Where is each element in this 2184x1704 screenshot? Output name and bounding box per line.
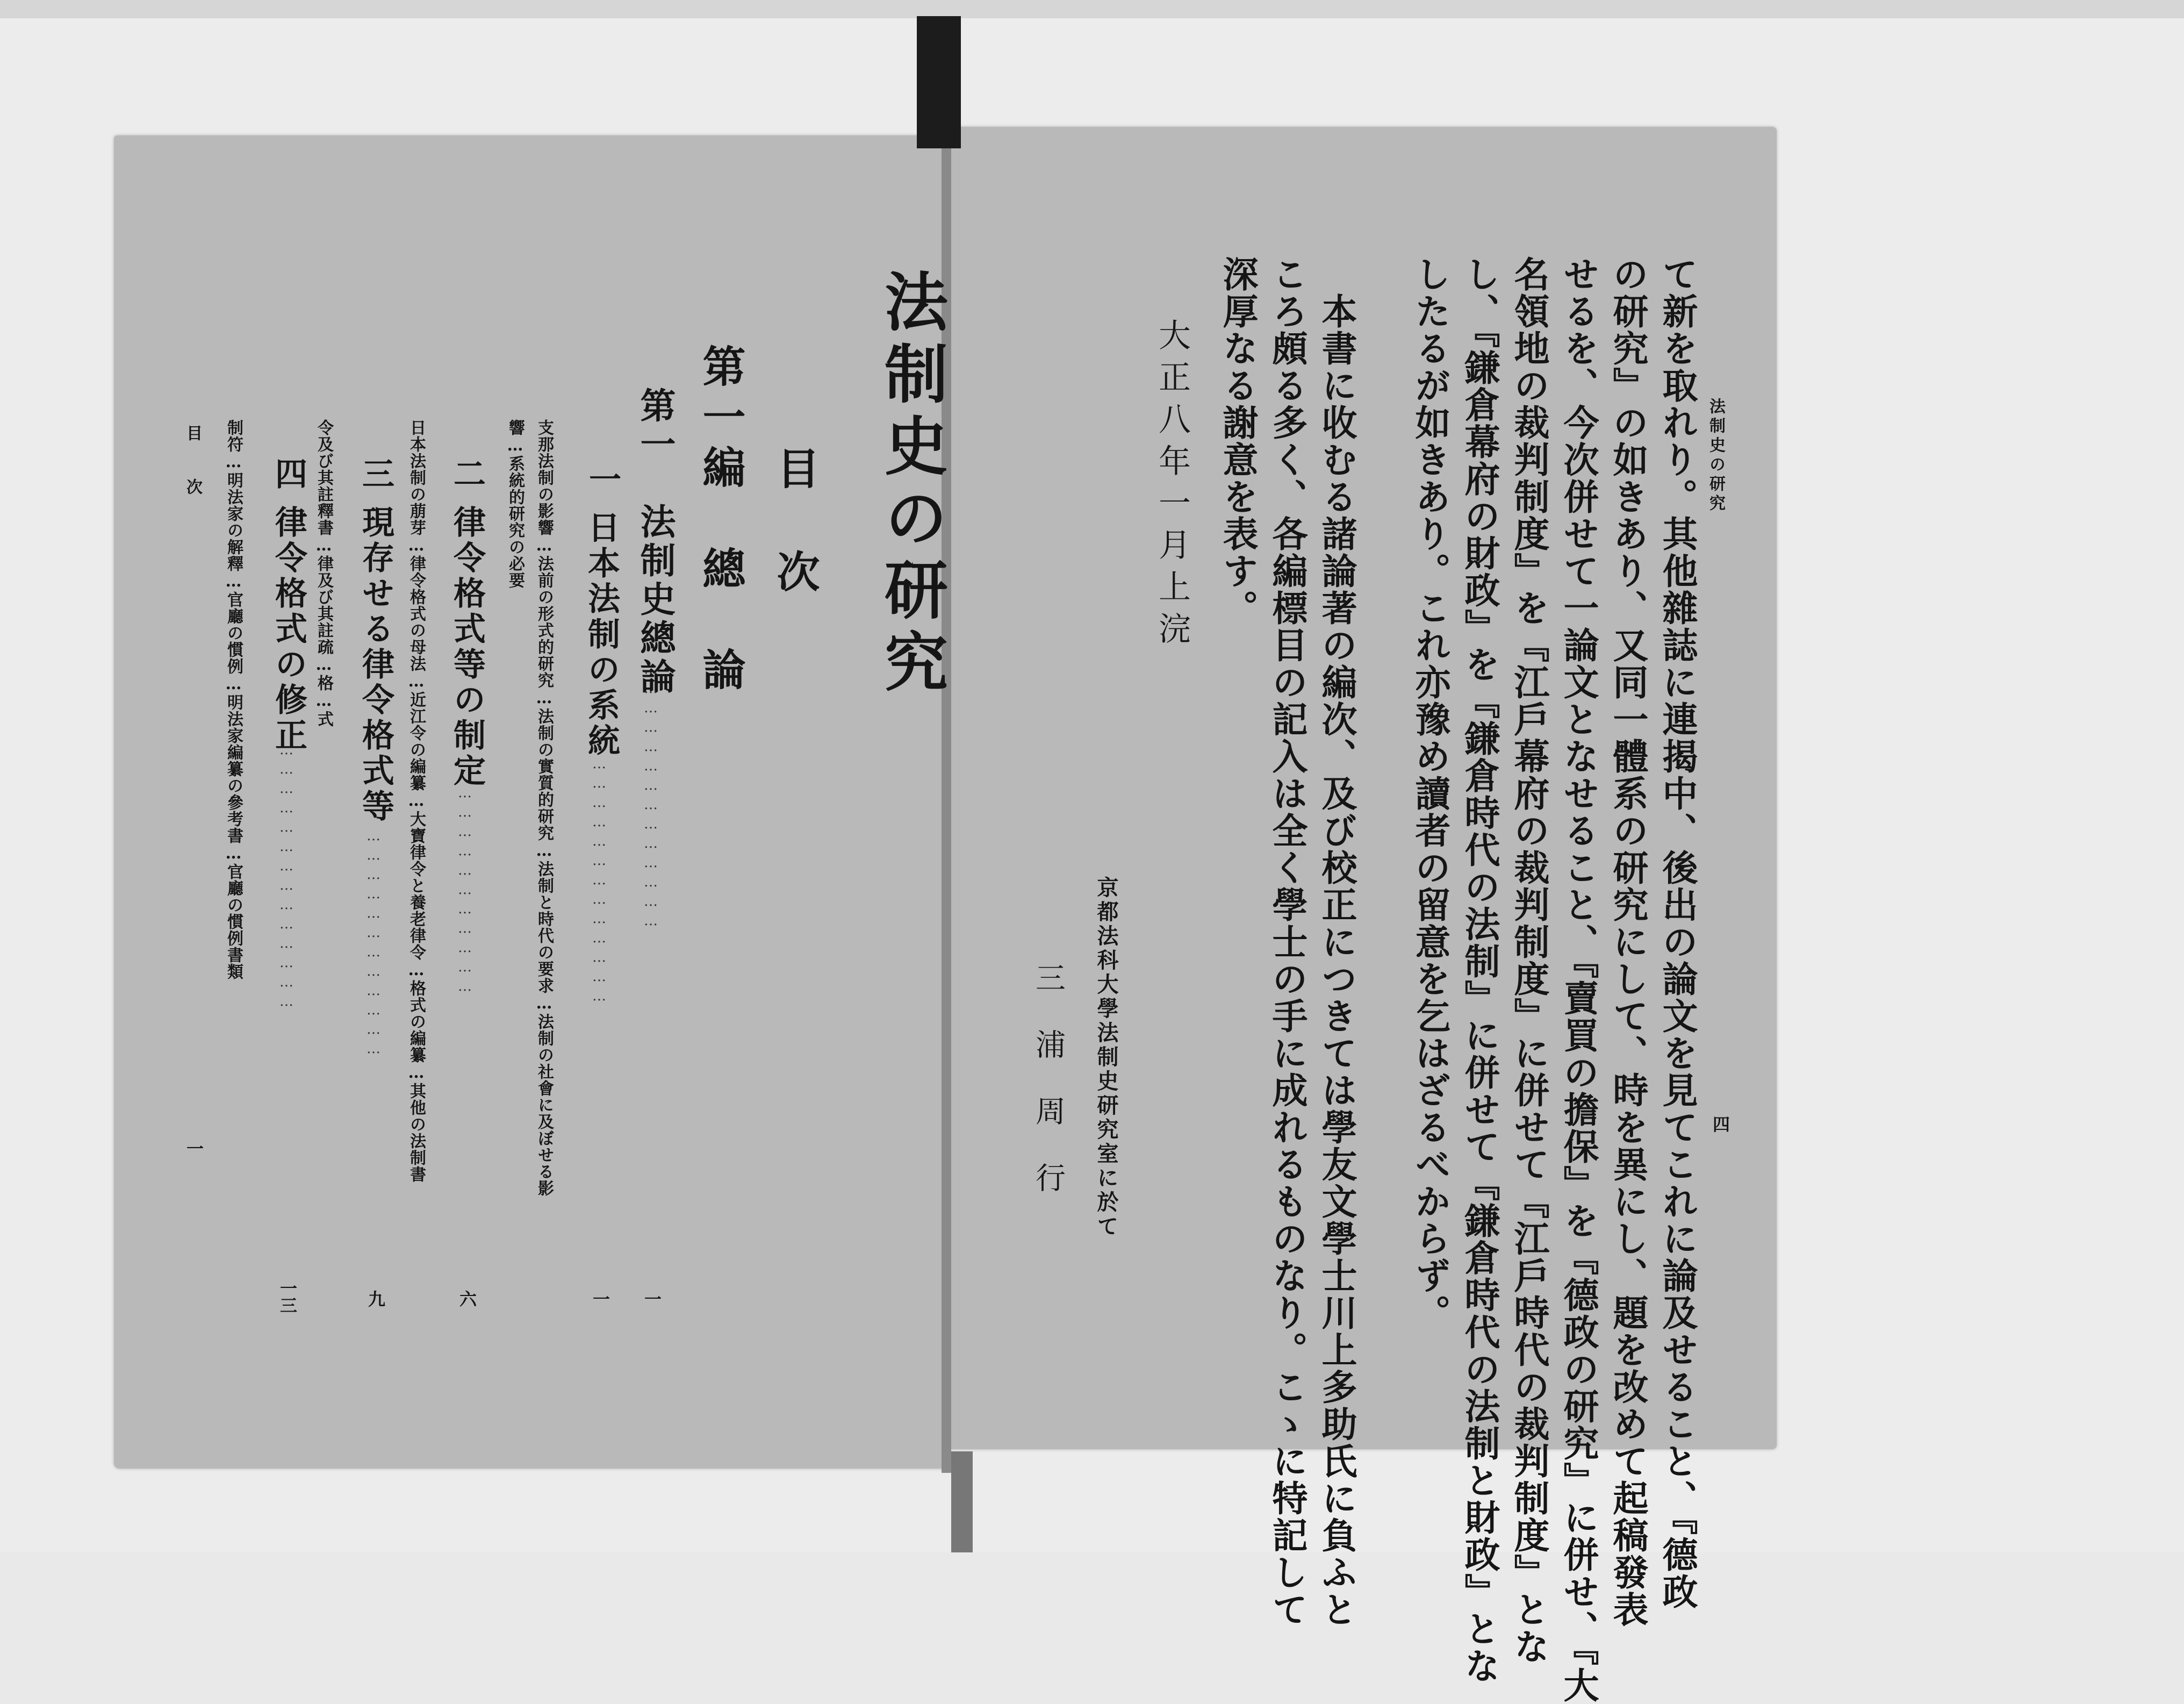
part-heading: 第一編 總 論 [695, 344, 746, 698]
leader-dots: …………………………… [457, 785, 473, 998]
toc-heading: 目 次 [770, 446, 820, 601]
paragraph-line: 名領地の裁判制度』を『江戶幕府の裁判制度』に併せて『江戶時代の裁判制度』とな [1508, 256, 1550, 1665]
section-number: 一 [584, 462, 621, 495]
section-page: 一三 [277, 1279, 298, 1314]
date: 大正八年一月上浣 [1153, 318, 1191, 654]
paragraph-line: し、『鎌倉幕府の財政』を『鎌倉時代の法制』に併せて『鎌倉時代の法制と財政』とな [1459, 256, 1500, 1685]
section-number: 二 [448, 457, 486, 489]
section-title: 現存せる律令格式等 [357, 505, 394, 825]
chapter-heading: 第一 法制史總論 [634, 387, 676, 697]
scanner-edge [0, 0, 2184, 18]
section-page: 六 [457, 1290, 477, 1307]
section-page: 一 [590, 1290, 610, 1307]
leader-dots: …………………………………… [591, 736, 607, 1007]
paragraph-line: せるを、今次併せて一論文となせること、『賣買の擔保』を『德政の研究』に併せ、『大 [1557, 256, 1599, 1704]
page-number-right: 四 [1710, 1115, 1730, 1133]
paragraph-line: ころ頗る多く、各編標目の記入は全く學士の手に成れるものなり。こゝに特記して [1266, 256, 1308, 1628]
paragraph-line: の研究』の如きあり、又同一體系の研究にして、時を異にし、題を改めて起稿發表 [1607, 256, 1649, 1628]
section-subtopics: 響…系統的研究の必要 [506, 419, 525, 589]
leader-dots: …………………………………… [643, 661, 659, 932]
running-head: 法制史の研究 [1706, 398, 1725, 514]
section-title: 日本法制の系統 [583, 511, 620, 759]
bookmark-ribbon-bottom [951, 1451, 973, 1552]
book-title: 法制史の研究 [874, 269, 949, 701]
section-subtopics: 支那法制の影響…法前の形式的研究…法制の實質的研究…法制と時代の要求…法制の社會に及ぼせる影 [535, 419, 554, 1197]
chapter-page: 一 [642, 1290, 662, 1307]
page-number-left: 一 [184, 1140, 204, 1157]
author: 三 浦 周 行 [1031, 962, 1066, 1195]
section-page: 九 [365, 1290, 386, 1307]
section-subtopics: 日本法制の萠芽…律令格式の母法…近江令の編纂…大寶律令と養老律令…格式の編纂…其他の法制書 [407, 419, 426, 1183]
paragraph-line: て新を取れり。其他雜誌に連揭中、後出の論文を見てこれに論及せること、『德政 [1656, 256, 1698, 1610]
bookmark-ribbon-top [917, 16, 961, 148]
section-title: 律令格式等の制定 [448, 505, 486, 789]
footer-label: 目 次 [183, 425, 202, 505]
leader-dots: …………………………………… [278, 742, 294, 1013]
section-number: 四 [270, 457, 307, 489]
leader-dots: ……………………………… [365, 828, 382, 1060]
paragraph-line: 深厚なる謝意を表す。 [1217, 256, 1259, 627]
place: 京都法科大學法制史研究室に於て [1094, 876, 1119, 1239]
paragraph-line: 本書に收むる諸論著の編次、及び校正につきては學友文學士川上多助氏に負ふと [1316, 256, 1357, 1628]
section-subtopics: 制符…明法家の解釋…官廳の慣例…明法家編纂の參考書…官廳の慣例書類 [224, 419, 243, 980]
paragraph-line: したるが如きあり。これ亦豫め讀者の留意を乞はざるべからず。 [1409, 256, 1451, 1331]
section-title: 律令格式の修正 [270, 505, 307, 754]
section-subtopics: 令及び其註釋書…律及び其註疏…格…式 [314, 419, 333, 727]
section-number: 三 [357, 457, 394, 489]
